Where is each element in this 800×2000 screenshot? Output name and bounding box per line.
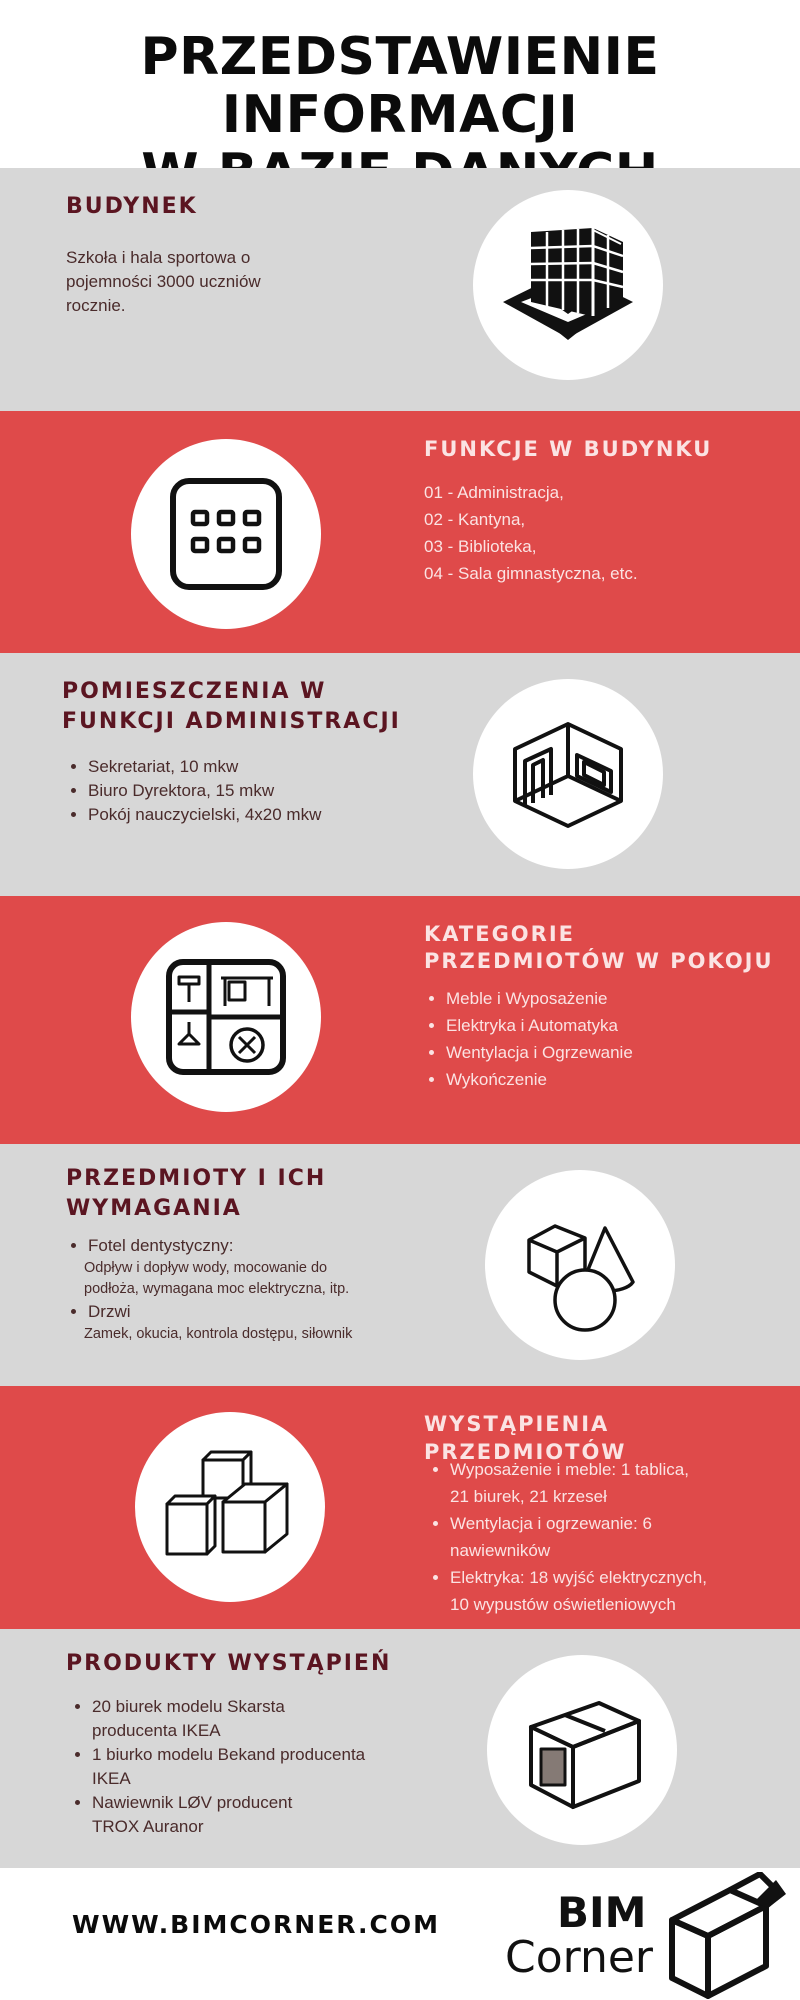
- list-item: [92, 1695, 365, 1743]
- text-line: rocznie.: [66, 296, 126, 315]
- logo-text-bim: BIM: [557, 1888, 647, 1937]
- website-link[interactable]: WWW.BIMCORNER.COM: [72, 1910, 440, 1939]
- shapes-icon: [485, 1170, 675, 1360]
- item-title: Drzwi: [88, 1302, 131, 1321]
- list-item: [450, 1564, 707, 1618]
- item-line: nawiewników: [450, 1541, 551, 1560]
- list-item: • Biuro Dyrektora, 15 mkw: [88, 779, 321, 803]
- item-title: Fotel dentystyczny:: [88, 1236, 234, 1255]
- list-item: • Meble i Wyposażenie: [446, 985, 633, 1012]
- text-line: pojemności 3000 uczniów: [66, 272, 261, 291]
- section-funkcje: [0, 411, 800, 653]
- item-line: • 20 biurek modelu Skarsta: [92, 1697, 285, 1716]
- list-item: • Pokój nauczycielski, 4x20 mkw: [88, 803, 321, 827]
- section-heading: FUNKCJE W BUDYNKU: [424, 437, 713, 461]
- item-detail: podłoża, wymagana moc elektryczna, itp.: [84, 1281, 350, 1297]
- item-line: • 1 biurko modelu Bekand producenta: [92, 1745, 366, 1764]
- list-item: [92, 1743, 365, 1791]
- section-kategorie: [0, 896, 800, 1144]
- text-line: Szkoła i hala sportowa o: [66, 248, 251, 267]
- product-box-icon: [487, 1655, 677, 1845]
- section-heading: BUDYNEK: [66, 194, 198, 219]
- section-heading-line2: PRZEDMIOTÓW W POKOJU: [424, 949, 774, 973]
- section-heading: WYSTĄPIENIA PRZEDMIOTÓW: [424, 1412, 627, 1464]
- text-line: 03 - Biblioteka,: [424, 537, 537, 556]
- section-produkty: [0, 1629, 800, 1868]
- section-heading-line2: WYMAGANIA: [66, 1196, 242, 1221]
- list-item: [84, 1234, 352, 1300]
- app-grid-icon: [131, 439, 321, 629]
- item-line: • Nawiewnik LØV producent: [92, 1793, 293, 1812]
- item-detail: Zamek, okucia, kontrola dostępu, siłownik: [84, 1326, 353, 1342]
- section-pomieszczenia: [0, 653, 800, 896]
- section-budynek: [0, 168, 800, 411]
- list-item: • Elektryka i Automatyka: [446, 1012, 633, 1039]
- item-detail: Odpływ i dopływ wody, mocowanie do: [84, 1260, 328, 1276]
- item-line: 10 wypustów oświetleniowych: [450, 1595, 676, 1614]
- section-przedmioty: [0, 1144, 800, 1386]
- section-heading: PRODUKTY WYSTĄPIEŃ: [66, 1651, 392, 1676]
- stacked-boxes-icon: [135, 1412, 325, 1602]
- title-banner: [0, 0, 800, 168]
- list-item: [450, 1510, 707, 1564]
- building-icon: [473, 190, 663, 380]
- page-title-line1: PRZEDSTAWIENIE INFORMACJI: [140, 27, 660, 145]
- categories-icon: [131, 922, 321, 1112]
- list-item: [84, 1300, 353, 1345]
- list-item: • Sekretariat, 10 mkw: [88, 755, 321, 779]
- item-line: TROX Auranor: [92, 1817, 204, 1836]
- section-heading-line1: POMIESZCZENIA W: [62, 679, 327, 704]
- item-line: producenta IKEA: [92, 1721, 221, 1740]
- list-item: • Wykończenie: [446, 1066, 633, 1093]
- logo-text-corner: Corner: [505, 1932, 654, 1983]
- section-wystapienia: [0, 1386, 800, 1629]
- section-heading-line1: PRZEDMIOTY I ICH: [66, 1166, 327, 1191]
- text-line: 02 - Kantyna,: [424, 510, 526, 529]
- text-line: 01 - Administracja,: [424, 483, 564, 502]
- room-icon: [473, 679, 663, 869]
- section-heading-line2: FUNKCJI ADMINISTRACJI: [62, 709, 401, 734]
- item-line: • Wyposażenie i meble: 1 tablica,: [450, 1460, 689, 1479]
- list-item: [92, 1791, 365, 1839]
- item-line: IKEA: [92, 1769, 131, 1788]
- item-line: • Wentylacja i ogrzewanie: 6: [450, 1514, 652, 1533]
- section-heading-line1: KATEGORIE: [424, 922, 575, 946]
- text-line: 04 - Sala gimnastyczna, etc.: [424, 564, 638, 583]
- list-item: [450, 1456, 707, 1510]
- list-item: • Wentylacja i Ogrzewanie: [446, 1039, 633, 1066]
- item-line: 21 biurek, 21 krzeseł: [450, 1487, 607, 1506]
- logo-box-icon: [662, 1872, 792, 2000]
- item-line: • Elektryka: 18 wyjść elektrycznych,: [450, 1568, 707, 1587]
